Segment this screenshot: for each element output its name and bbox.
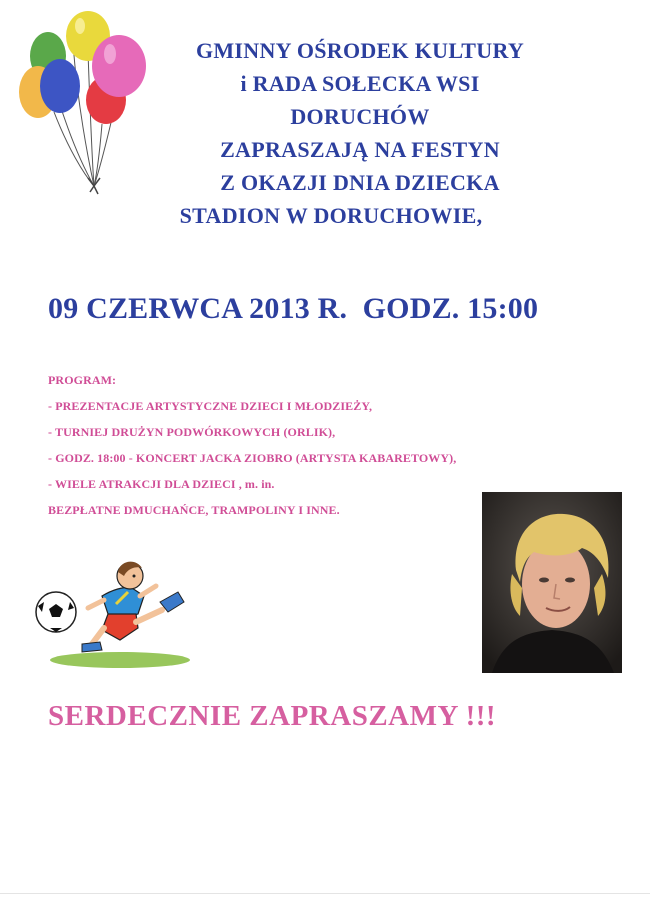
closing-invitation: SERDECZNIE ZAPRASZAMY !!! <box>48 700 497 732</box>
performer-portrait-photo <box>482 492 622 673</box>
program-item: BEZPŁATNE DMUCHAŃCE, TRAMPOLINY I INNE. <box>48 503 340 517</box>
program-title: PROGRAM: <box>48 373 117 387</box>
program-item: - PREZENTACJE ARTYSTYCZNE DZIECI I MŁODZIEŻY, <box>48 399 373 413</box>
program-item: - WIELE ATRAKCJI DLA DZIECI , m. in. <box>48 477 275 491</box>
invitation-heading <box>120 34 600 232</box>
event-date-time: 09 CZERWCA 2013 R. GODZ. 15:00 <box>48 292 539 325</box>
heading-line-2: i RADA SOŁECKA WSI <box>240 71 480 96</box>
heading-line-4: ZAPRASZAJĄ NA FESTYN <box>220 137 500 162</box>
program-item: - GODZ. 18:00 - KONCERT JACKA ZIOBRO (ARTYSTA KABARETOWY), <box>48 451 457 465</box>
heading-line-1: GMINNY OŚRODEK KULTURY <box>195 38 525 63</box>
soccer-player-illustration <box>32 556 212 670</box>
page-edge-divider <box>0 893 650 894</box>
heading-line-6: STADION W DORUCHOWIE, <box>179 203 483 228</box>
program-section <box>48 367 456 523</box>
program-item: - TURNIEJ DRUŻYN PODWÓRKOWYCH (ORLIK), <box>48 425 336 439</box>
heading-line-3: DORUCHÓW <box>290 104 430 129</box>
heading-line-5: Z OKAZJI DNIA DZIECKA <box>220 170 500 195</box>
